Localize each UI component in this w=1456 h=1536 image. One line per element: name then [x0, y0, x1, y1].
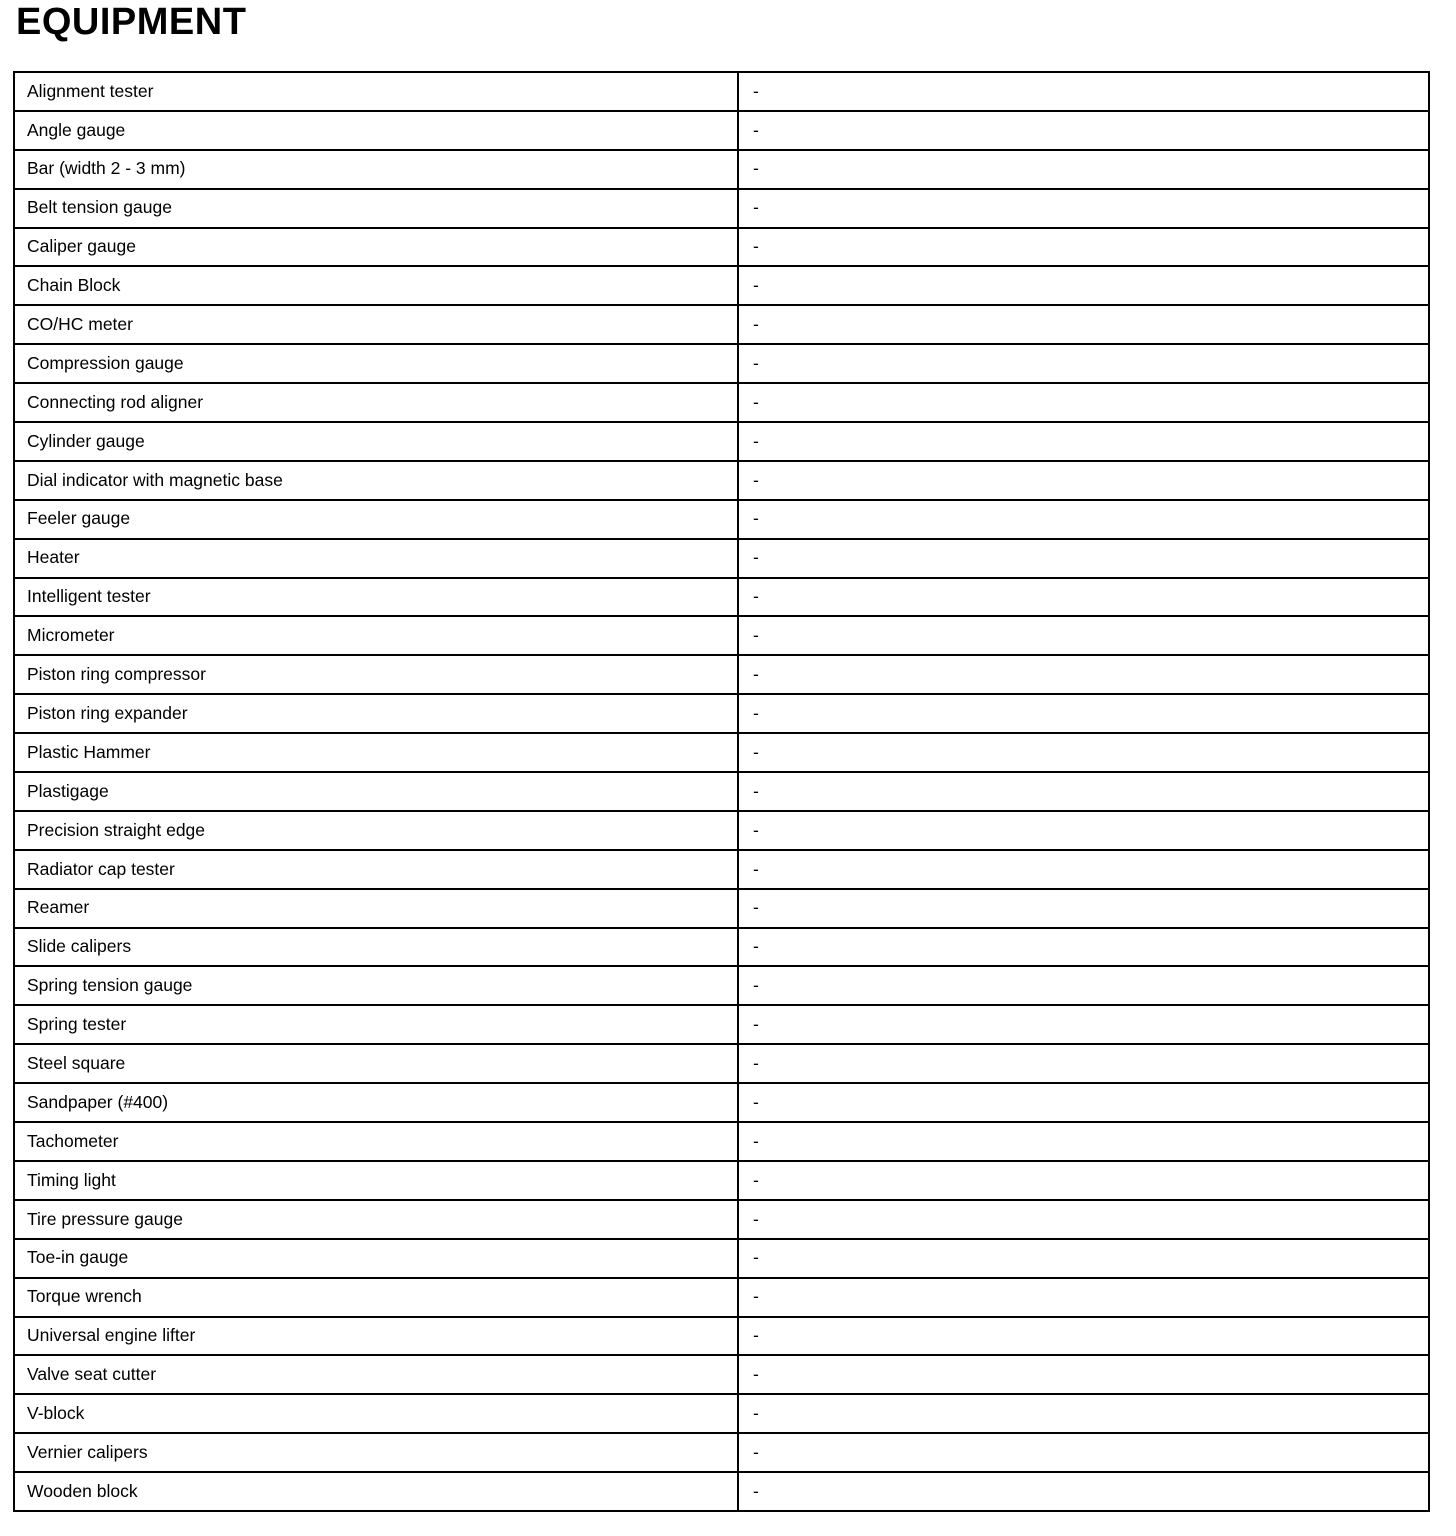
table-row [14, 1161, 1429, 1200]
equipment-value-cell: - [738, 422, 1429, 461]
table-row [14, 1200, 1429, 1239]
equipment-value-cell: - [738, 228, 1429, 267]
equipment-name-cell: Belt tension gauge [14, 189, 738, 228]
equipment-name-cell: Radiator cap tester [14, 850, 738, 889]
table-row [14, 383, 1429, 422]
table-row [14, 655, 1429, 694]
table-row [14, 1433, 1429, 1472]
equipment-value-cell: - [738, 1005, 1429, 1044]
equipment-value-cell: - [738, 928, 1429, 967]
equipment-name-cell: Sandpaper (#400) [14, 1083, 738, 1122]
equipment-value-cell: - [738, 72, 1429, 111]
equipment-value-cell: - [738, 1239, 1429, 1278]
equipment-name-cell: Angle gauge [14, 111, 738, 150]
equipment-value-cell: - [738, 1122, 1429, 1161]
equipment-name-cell: Plastigage [14, 772, 738, 811]
equipment-value-cell: - [738, 344, 1429, 383]
equipment-name-cell: V-block [14, 1394, 738, 1433]
equipment-name-cell: Alignment tester [14, 72, 738, 111]
table-row [14, 344, 1429, 383]
table-row [14, 1278, 1429, 1317]
equipment-name-cell: Intelligent tester [14, 578, 738, 617]
equipment-name-cell: Reamer [14, 889, 738, 928]
equipment-value-cell: - [738, 694, 1429, 733]
equipment-name-cell: Dial indicator with magnetic base [14, 461, 738, 500]
equipment-name-cell: Micrometer [14, 616, 738, 655]
equipment-value-cell: - [738, 150, 1429, 189]
equipment-name-cell: Toe-in gauge [14, 1239, 738, 1278]
table-row [14, 966, 1429, 1005]
equipment-value-cell: - [738, 655, 1429, 694]
table-row [14, 1083, 1429, 1122]
equipment-name-cell: Universal engine lifter [14, 1317, 738, 1356]
equipment-name-cell: Piston ring expander [14, 694, 738, 733]
equipment-value-cell: - [738, 500, 1429, 539]
equipment-value-cell: - [738, 461, 1429, 500]
equipment-name-cell: Piston ring compressor [14, 655, 738, 694]
table-row [14, 111, 1429, 150]
equipment-value-cell: - [738, 1394, 1429, 1433]
equipment-name-cell: Vernier calipers [14, 1433, 738, 1472]
table-row [14, 266, 1429, 305]
table-row [14, 1122, 1429, 1161]
equipment-value-cell: - [738, 1317, 1429, 1356]
equipment-value-cell: - [738, 1200, 1429, 1239]
equipment-value-cell: - [738, 1433, 1429, 1472]
equipment-value-cell: - [738, 1161, 1429, 1200]
table-row [14, 1472, 1429, 1511]
equipment-value-cell: - [738, 539, 1429, 578]
table-row [14, 72, 1429, 111]
equipment-value-cell: - [738, 850, 1429, 889]
equipment-value-cell: - [738, 1044, 1429, 1083]
equipment-name-cell: Compression gauge [14, 344, 738, 383]
equipment-name-cell: Valve seat cutter [14, 1355, 738, 1394]
table-row [14, 772, 1429, 811]
equipment-name-cell: Connecting rod aligner [14, 383, 738, 422]
table-row [14, 928, 1429, 967]
equipment-value-cell: - [738, 189, 1429, 228]
equipment-value-cell: - [738, 305, 1429, 344]
table-row [14, 578, 1429, 617]
equipment-value-cell: - [738, 111, 1429, 150]
equipment-value-cell: - [738, 578, 1429, 617]
equipment-name-cell: Timing light [14, 1161, 738, 1200]
equipment-name-cell: Feeler gauge [14, 500, 738, 539]
table-row [14, 539, 1429, 578]
equipment-value-cell: - [738, 1355, 1429, 1394]
table-row [14, 1355, 1429, 1394]
equipment-value-cell: - [738, 966, 1429, 1005]
table-row [14, 189, 1429, 228]
table-row [14, 1394, 1429, 1433]
table-row [14, 1005, 1429, 1044]
equipment-name-cell: Steel square [14, 1044, 738, 1083]
equipment-name-cell: Cylinder gauge [14, 422, 738, 461]
equipment-name-cell: CO/HC meter [14, 305, 738, 344]
equipment-name-cell: Caliper gauge [14, 228, 738, 267]
table-row [14, 422, 1429, 461]
equipment-name-cell: Wooden block [14, 1472, 738, 1511]
equipment-name-cell: Tire pressure gauge [14, 1200, 738, 1239]
table-row [14, 228, 1429, 267]
equipment-name-cell: Spring tension gauge [14, 966, 738, 1005]
equipment-value-cell: - [738, 383, 1429, 422]
equipment-value-cell: - [738, 266, 1429, 305]
equipment-value-cell: - [738, 1472, 1429, 1511]
equipment-name-cell: Spring tester [14, 1005, 738, 1044]
table-row [14, 889, 1429, 928]
table-row [14, 811, 1429, 850]
equipment-value-cell: - [738, 1278, 1429, 1317]
equipment-name-cell: Plastic Hammer [14, 733, 738, 772]
equipment-name-cell: Torque wrench [14, 1278, 738, 1317]
equipment-value-cell: - [738, 616, 1429, 655]
page-title: EQUIPMENT [16, 1, 247, 43]
equipment-name-cell: Heater [14, 539, 738, 578]
equipment-name-cell: Bar (width 2 - 3 mm) [14, 150, 738, 189]
table-row [14, 150, 1429, 189]
table-row [14, 733, 1429, 772]
equipment-value-cell: - [738, 889, 1429, 928]
equipment-name-cell: Tachometer [14, 1122, 738, 1161]
equipment-table-body [14, 72, 1429, 1511]
equipment-table [13, 71, 1430, 1512]
equipment-value-cell: - [738, 811, 1429, 850]
equipment-name-cell: Slide calipers [14, 928, 738, 967]
table-row [14, 305, 1429, 344]
table-row [14, 616, 1429, 655]
equipment-value-cell: - [738, 733, 1429, 772]
table-row [14, 461, 1429, 500]
equipment-value-cell: - [738, 772, 1429, 811]
table-row [14, 1044, 1429, 1083]
table-row [14, 1239, 1429, 1278]
equipment-name-cell: Precision straight edge [14, 811, 738, 850]
table-row [14, 1317, 1429, 1356]
equipment-name-cell: Chain Block [14, 266, 738, 305]
table-row [14, 500, 1429, 539]
table-row [14, 694, 1429, 733]
equipment-value-cell: - [738, 1083, 1429, 1122]
table-row [14, 850, 1429, 889]
